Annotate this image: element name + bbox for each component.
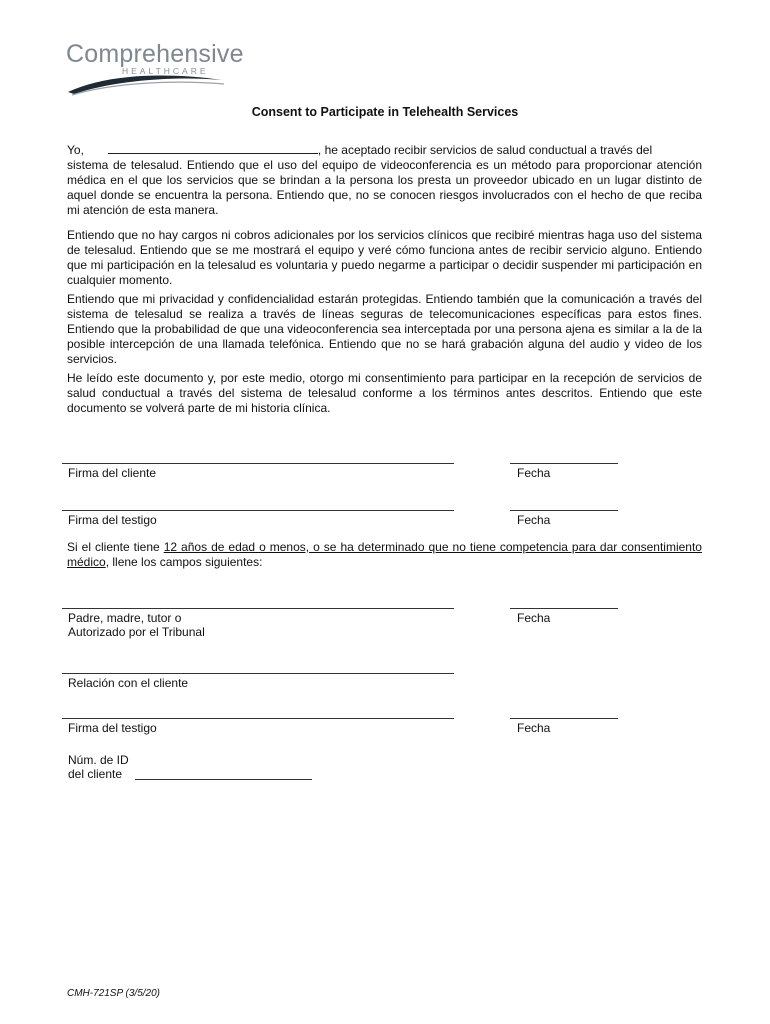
witness2-signature-label: Firma del testigo [68,721,157,735]
client-id-field[interactable] [135,779,312,780]
client-date-line[interactable] [510,463,618,464]
witness-signature-line[interactable] [62,510,454,511]
guardian-label-2: Autorizado por el Tribunal [68,625,205,639]
client-id-label-2: del cliente [68,767,123,781]
minor-note-suffix: , llene los campos siguientes: [105,555,263,569]
paragraph-consent [67,142,702,218]
minor-note-underlined: 12 años de edad o menos, o se ha determinado que no tiene competencia para dar consentimiento [163,540,702,554]
logo-subtitle: HEALTHCARE [122,66,209,76]
guardian-signature-line[interactable] [62,608,454,609]
guardian-date-label: Fecha [517,611,551,625]
relation-label: Relación con el cliente [68,676,189,690]
paragraph-costs: Entiendo que no hay cargos ni cobros adicionales por los servicios clínicos que recibiré mientras haga uso del sistema de telesalud. Entiendo que se me mostrará el equipo y veré cómo funciona antes de recibir servicio alguno. Entiendo que mi participación en la telesalud es voluntaria y puedo negarme a participar o decidir suspender mi participación en cualquier momento. [67,228,702,287]
client-signature-label: Firma del cliente [68,466,157,480]
form-code: CMH-721SP (3/5/20) [67,988,160,999]
logo-name: Comprehensive [66,40,244,68]
paragraph-first-line: , he aceptado recibir servicios de salud conductual a través del [317,143,653,157]
witness2-date-line[interactable] [510,718,618,719]
witness-signature-label: Firma del testigo [68,513,157,527]
client-date-label: Fecha [517,466,551,480]
witness2-signature-line[interactable] [62,718,454,719]
paragraph-lead: Yo, [67,143,84,157]
witness2-date-label: Fecha [517,721,551,735]
paragraph-privacy: Entiendo que mi privacidad y confidencialidad estarán protegidas. Entiendo también que la comunicación a través del sistema de telesalud se realiza a través de líneas seguras de telecomunicaciones específicas para estos fines. Entiendo que la probabilidad de que una videoconferencia sea interceptada por una persona ajena es similar a la de la posible intercepción de una llamada telefónica. Entiendo que no se hará grabación alguna del audio y video de los servicios. [67,292,702,366]
witness-date-line[interactable] [510,510,618,511]
minor-note-underlined-medico: médico [67,555,106,569]
client-signature-line[interactable] [62,463,454,464]
client-id-label-1: Núm. de ID [68,753,129,767]
client-name-field[interactable] [108,142,318,154]
witness-date-label: Fecha [517,513,551,527]
paragraph-acknowledgement: He leído este documento y, por este medio, otorgo mi consentimiento para participar en la recepción de servicios de salud conductual a través del sistema de telesalud conforme a los términos antes descritos. Entiendo que este documento se volverá parte de mi historia clínica. [67,371,702,415]
document-title: Consent to Participate in Telehealth Services [251,105,519,119]
company-logo [66,40,244,96]
minor-note [67,540,702,570]
minor-note-prefix: Si el cliente tiene [67,540,164,554]
guardian-date-line[interactable] [510,608,618,609]
relation-line[interactable] [62,673,454,674]
paragraph-consent-body: sistema de telesalud. Entiendo que el uso del equipo de videoconferencia es un método para proporcionar atención médica en el que los servicios que se brindan a la persona los presta un proveedor ubicado en un lugar distinto de aquel donde se encuentra la persona. Entiendo que, no se conocen riesgos involucrados con el hecho de que reciba mi atención de esta manera. [67,158,702,217]
logo-swoosh-icon [66,70,226,96]
guardian-label-1: Padre, madre, tutor o [68,611,182,625]
